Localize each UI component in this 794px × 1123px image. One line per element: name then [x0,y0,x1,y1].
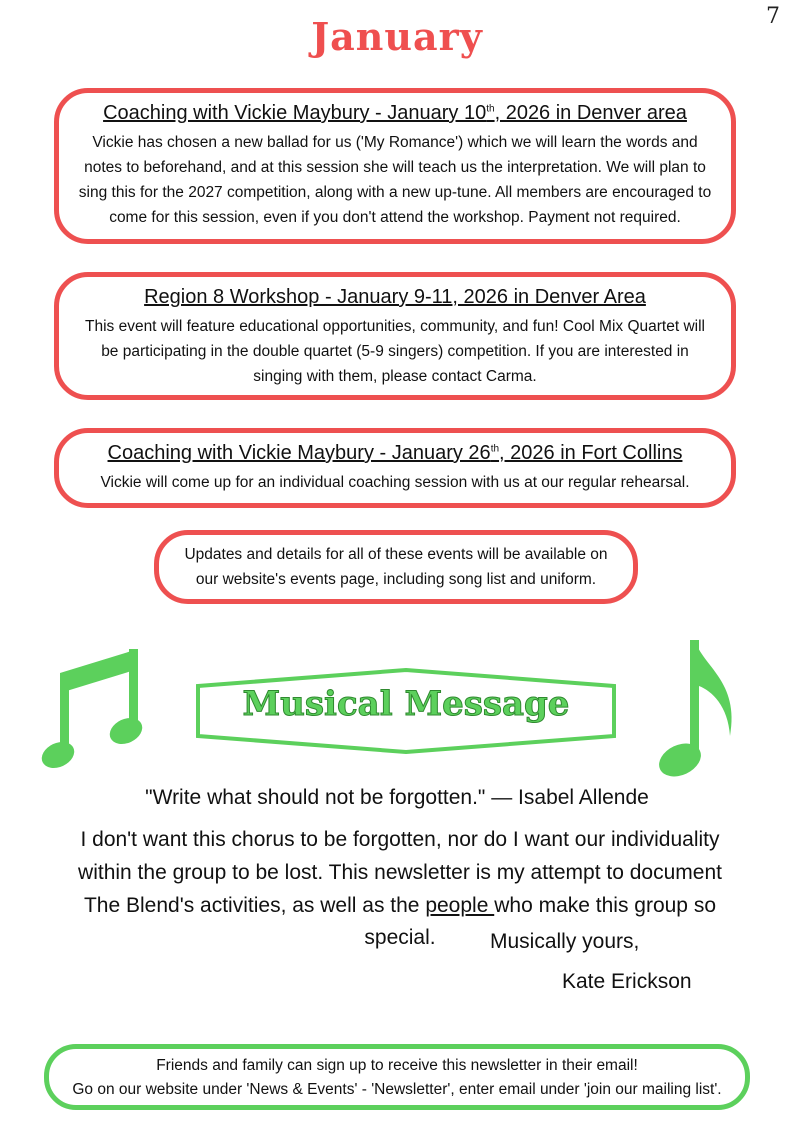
quote: "Write what should not be forgotten." — Isabel Allende [145,786,649,809]
event-description: Vickie will come up for an individual coaching session with us at our regular rehearsal. [100,474,690,491]
event-card-coaching-denver [54,88,736,244]
event-heading: Coaching with Vickie Maybury - January 10th, 2026 in Denver area [103,102,687,124]
page-title: January [311,14,483,59]
event-heading: Region 8 Workshop - January 9-11, 2026 in Denver Area [144,286,646,308]
updates-note [154,530,638,604]
event-description: Vickie has chosen a new ballad for us ('My Romance') which we will learn the words and notes to beforehand, and at this session she will teach us the interpretation. We will plan to sing this for the 2027 competition, along with a new up-tune. All members are encouraged to come for this session, even if you don't attend the workshop. Payment not required. [78,134,712,227]
beamed-notes-icon [40,645,150,775]
event-card-region-workshop [54,272,736,400]
event-description: This event will feature educational opportunities, community, and fun! Cool Mix Quartet will be participating in the double quartet (5-9 singers) competition. If you are interested in singing with them, please contact Carma. [84,318,705,386]
message-paragraph: I don't want this chorus to be forgotten, nor do I want our individuality within the group to be lost. This newsletter is my attempt to document The Blend's activities, as well as the people who make this group so special. [78,828,722,950]
section-title: Musical Message [242,684,570,724]
author-name: Kate Erickson [562,970,692,993]
footer-line-2: Go on our website under 'News & Events' - 'Newsletter', enter email under 'join our mailing list'. [72,1081,722,1099]
event-heading: Coaching with Vickie Maybury - January 26th, 2026 in Fort Collins [107,442,683,464]
event-card-coaching-fort-collins [54,428,736,508]
newsletter-signup-note [44,1044,750,1110]
eighth-note-icon [650,636,740,786]
footer-line-1: Friends and family can sign up to receive this newsletter in their email! [156,1057,638,1074]
page-number: 7 [766,4,780,29]
updates-text: Updates and details for all of these events will be available on our website's events page, including song list and uniform. [184,546,608,588]
signoff: Musically yours, [490,930,640,953]
